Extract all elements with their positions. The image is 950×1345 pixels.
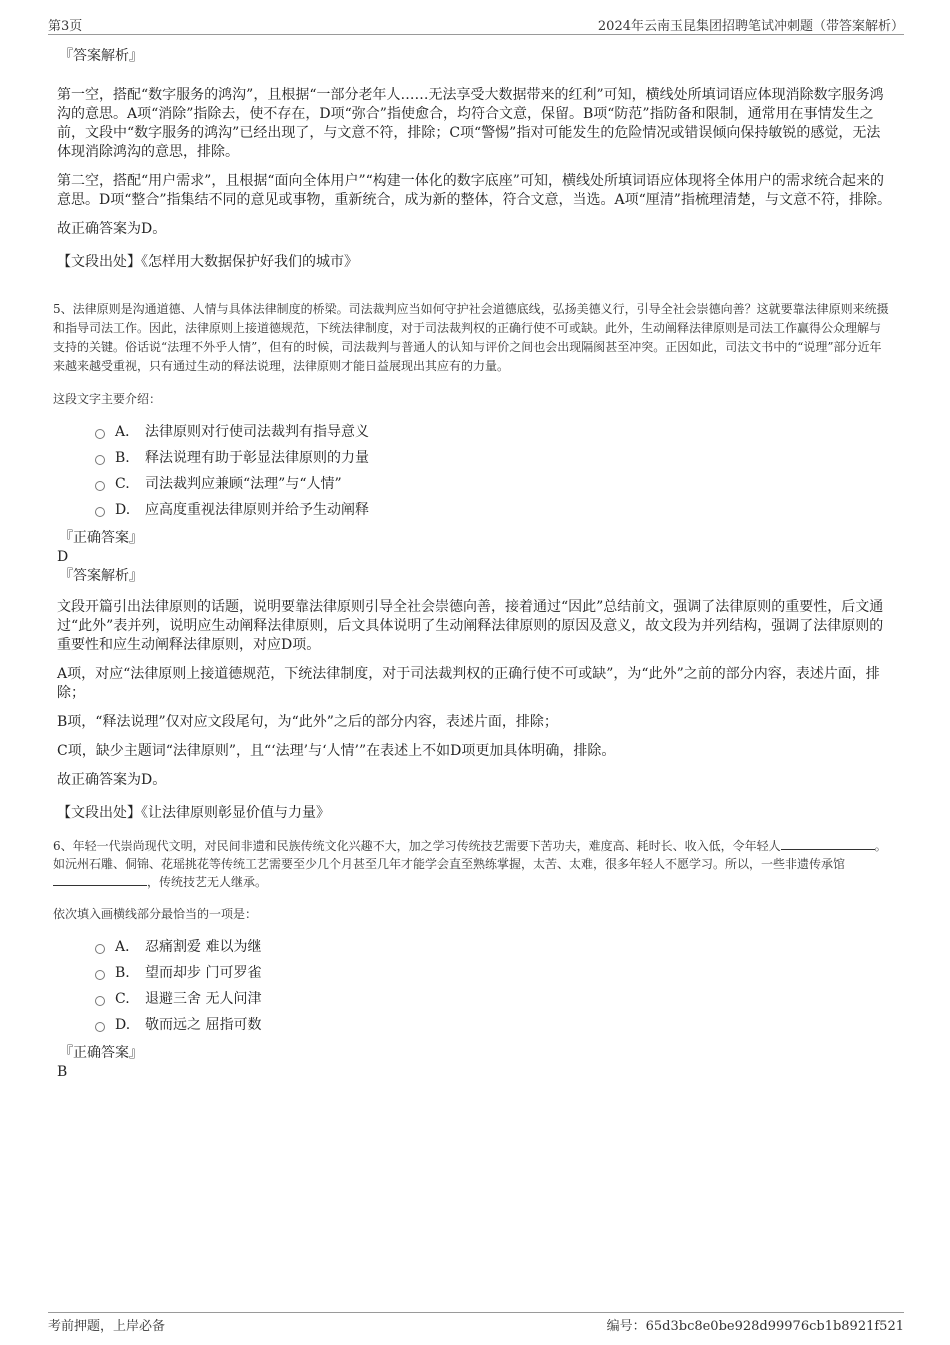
q5-option-b[interactable]: B. 释法说理有助于彰显法律原则的力量	[95, 445, 891, 471]
document-title: 2024年云南玉昆集团招聘笔试冲刺题（带答案解析）	[597, 19, 904, 34]
document-id: 编号：65d3bc8e0be928d99976cb1b8921f521	[606, 1319, 904, 1334]
fill-blank	[53, 873, 147, 886]
radio-icon[interactable]	[95, 944, 105, 954]
q5-option-c[interactable]: C. 司法裁判应兼顾“法理”与“人情”	[95, 471, 891, 497]
radio-icon[interactable]	[95, 970, 105, 980]
q4-conclusion: 故正确答案为D。	[57, 221, 167, 237]
q6-answer: B	[57, 1064, 68, 1080]
radio-icon[interactable]	[95, 1022, 105, 1032]
q4-analysis-p1: 第一空，搭配“数字服务的鸿沟”，且根据“一部分老年人……无法享受大数据带来的红利”可知，横线处所填词语应体现消除数字服务鸿沟的意思。A项“消除”指除去，使不存在，D项“弥合”指使愈合，均符合文意，保留。B项“防范”指防备和限制，通常用在事情发生之前，文段中“数字服务的鸿沟”已经出现了，与文意不符，排除；C项“警惕”指对可能发生的危险情况或错误倾向保持敏锐的感觉，无法体现消除鸿沟的意思，排除。	[57, 87, 884, 160]
footer-slogan: 考前押题，上岸必备	[48, 1319, 166, 1334]
q6-option-c[interactable]: C. 退避三舍 无人问津	[95, 986, 891, 1012]
radio-icon[interactable]	[95, 455, 105, 465]
q6-prompt: 依次填入画横线部分最恰当的一项是：	[53, 907, 258, 921]
radio-icon[interactable]	[95, 481, 105, 491]
q5-prompt: 这段文字主要介绍：	[53, 392, 162, 406]
q5-analysis-p1: 文段开篇引出法律原则的话题，说明要靠法律原则引导全社会崇德向善，接着通过“因此”总结前文，强调了法律原则的重要性，后文通过“此外”表并列，说明应生动阐释法律原则，后文具体说明了生动阐释法律原则的原因及意义，故文段为并列结构，强调了法律原则的重要性和应生动阐释法律原则，对应D项。	[57, 599, 884, 653]
q6-options	[95, 934, 891, 1038]
q6-option-a[interactable]: A． 忍痛割爱 难以为继	[95, 934, 891, 960]
q6-answer-label: 『正确答案』	[59, 1045, 143, 1061]
q6-option-b[interactable]: B. 望而却步 门可罗雀	[95, 960, 891, 986]
q5-analysis-p3: B项，“释法说理”仅对应文段尾句，为“此外”之后的部分内容，表述片面，排除；	[57, 714, 558, 730]
q6-stem: 6、年轻一代崇尚现代文明，对民间非遗和民族传统文化兴趣不大，加之学习传统技艺需要下苦功夫，难度高、耗时长、收入低，令年轻人 。如沅州石雕、侗锦、花瑶挑花等传统工艺需要至少几个月甚至几年才能学会直至熟练掌握，太苦、太难，很多年轻人不愿学习。所以，一些非遗传承馆，传统技艺无人继承。	[53, 839, 887, 889]
page-footer	[48, 1312, 904, 1333]
q5-conclusion: 故正确答案为D。	[57, 772, 167, 788]
fill-blank	[781, 837, 875, 850]
q5-analysis-p4: C项，缺少主题词“法律原则”，且“‘法理’与‘人情’”在表述上不如D项更加具体明确，排除。	[57, 743, 616, 759]
q6-option-d[interactable]: D. 敬而远之 屈指可数	[95, 1012, 891, 1038]
q5-option-d[interactable]: D. 应高度重视法律原则并给予生动阐释	[95, 497, 891, 523]
q5-stem: 5、法律原则是沟通道德、人情与具体法律制度的桥梁。司法裁判应当如何守护社会道德底线，弘扬美德义行，引导全社会崇德向善？这就要靠法律原则来统摄和指导司法工作。因此，法律原则上接道德规范，下统法律制度，对于司法裁判权的正确行使不可或缺。此外，生动阐释法律原则是司法工作赢得公众理解与支持的关键。俗话说“法理不外乎人情”，但有的时候，司法裁判与普通人的认知与评价之间也会出现隔阂甚至冲突。正因如此，司法文书中的“说理”部分近年来越来越受重视，只有通过生动的释法说理，法律原则才能日益展现出其应有的力量。	[53, 302, 889, 373]
q4-analysis-label: 『答案解析』	[59, 48, 143, 64]
radio-icon[interactable]	[95, 429, 105, 439]
q5-options	[95, 419, 891, 523]
q4-analysis-p2: 第二空，搭配“用户需求”，且根据“面向全体用户”“构建一体化的数字底座”可知，横线处所填词语应体现将全体用户的需求统合起来的意思。D项“整合”指集结不同的意见或事物，重新统合，成为新的整体，符合文意，当选。A项“厘清”指梳理清楚，与文意不符，排除。	[57, 173, 891, 208]
q5-source: 【文段出处】《让法律原则彰显价值与力量》	[57, 805, 330, 821]
q5-answer-label: 『正确答案』	[59, 530, 143, 546]
q5-analysis-p2: A项，对应“法律原则上接道德规范，下统法律制度，对于司法裁判权的正确行使不可或缺”，为“此外”之前的部分内容，表述片面，排除；	[57, 666, 880, 701]
q5-analysis-label: 『答案解析』	[59, 568, 143, 584]
main-content	[53, 40, 891, 1082]
q5-option-a[interactable]: A． 法律原则对行使司法裁判有指导意义	[95, 419, 891, 445]
radio-icon[interactable]	[95, 996, 105, 1006]
page-header	[48, 14, 904, 35]
radio-icon[interactable]	[95, 507, 105, 517]
page-number: 第3页	[48, 19, 83, 34]
q4-source: 【文段出处】《怎样用大数据保护好我们的城市》	[57, 254, 358, 270]
q5-answer: D	[57, 549, 69, 565]
